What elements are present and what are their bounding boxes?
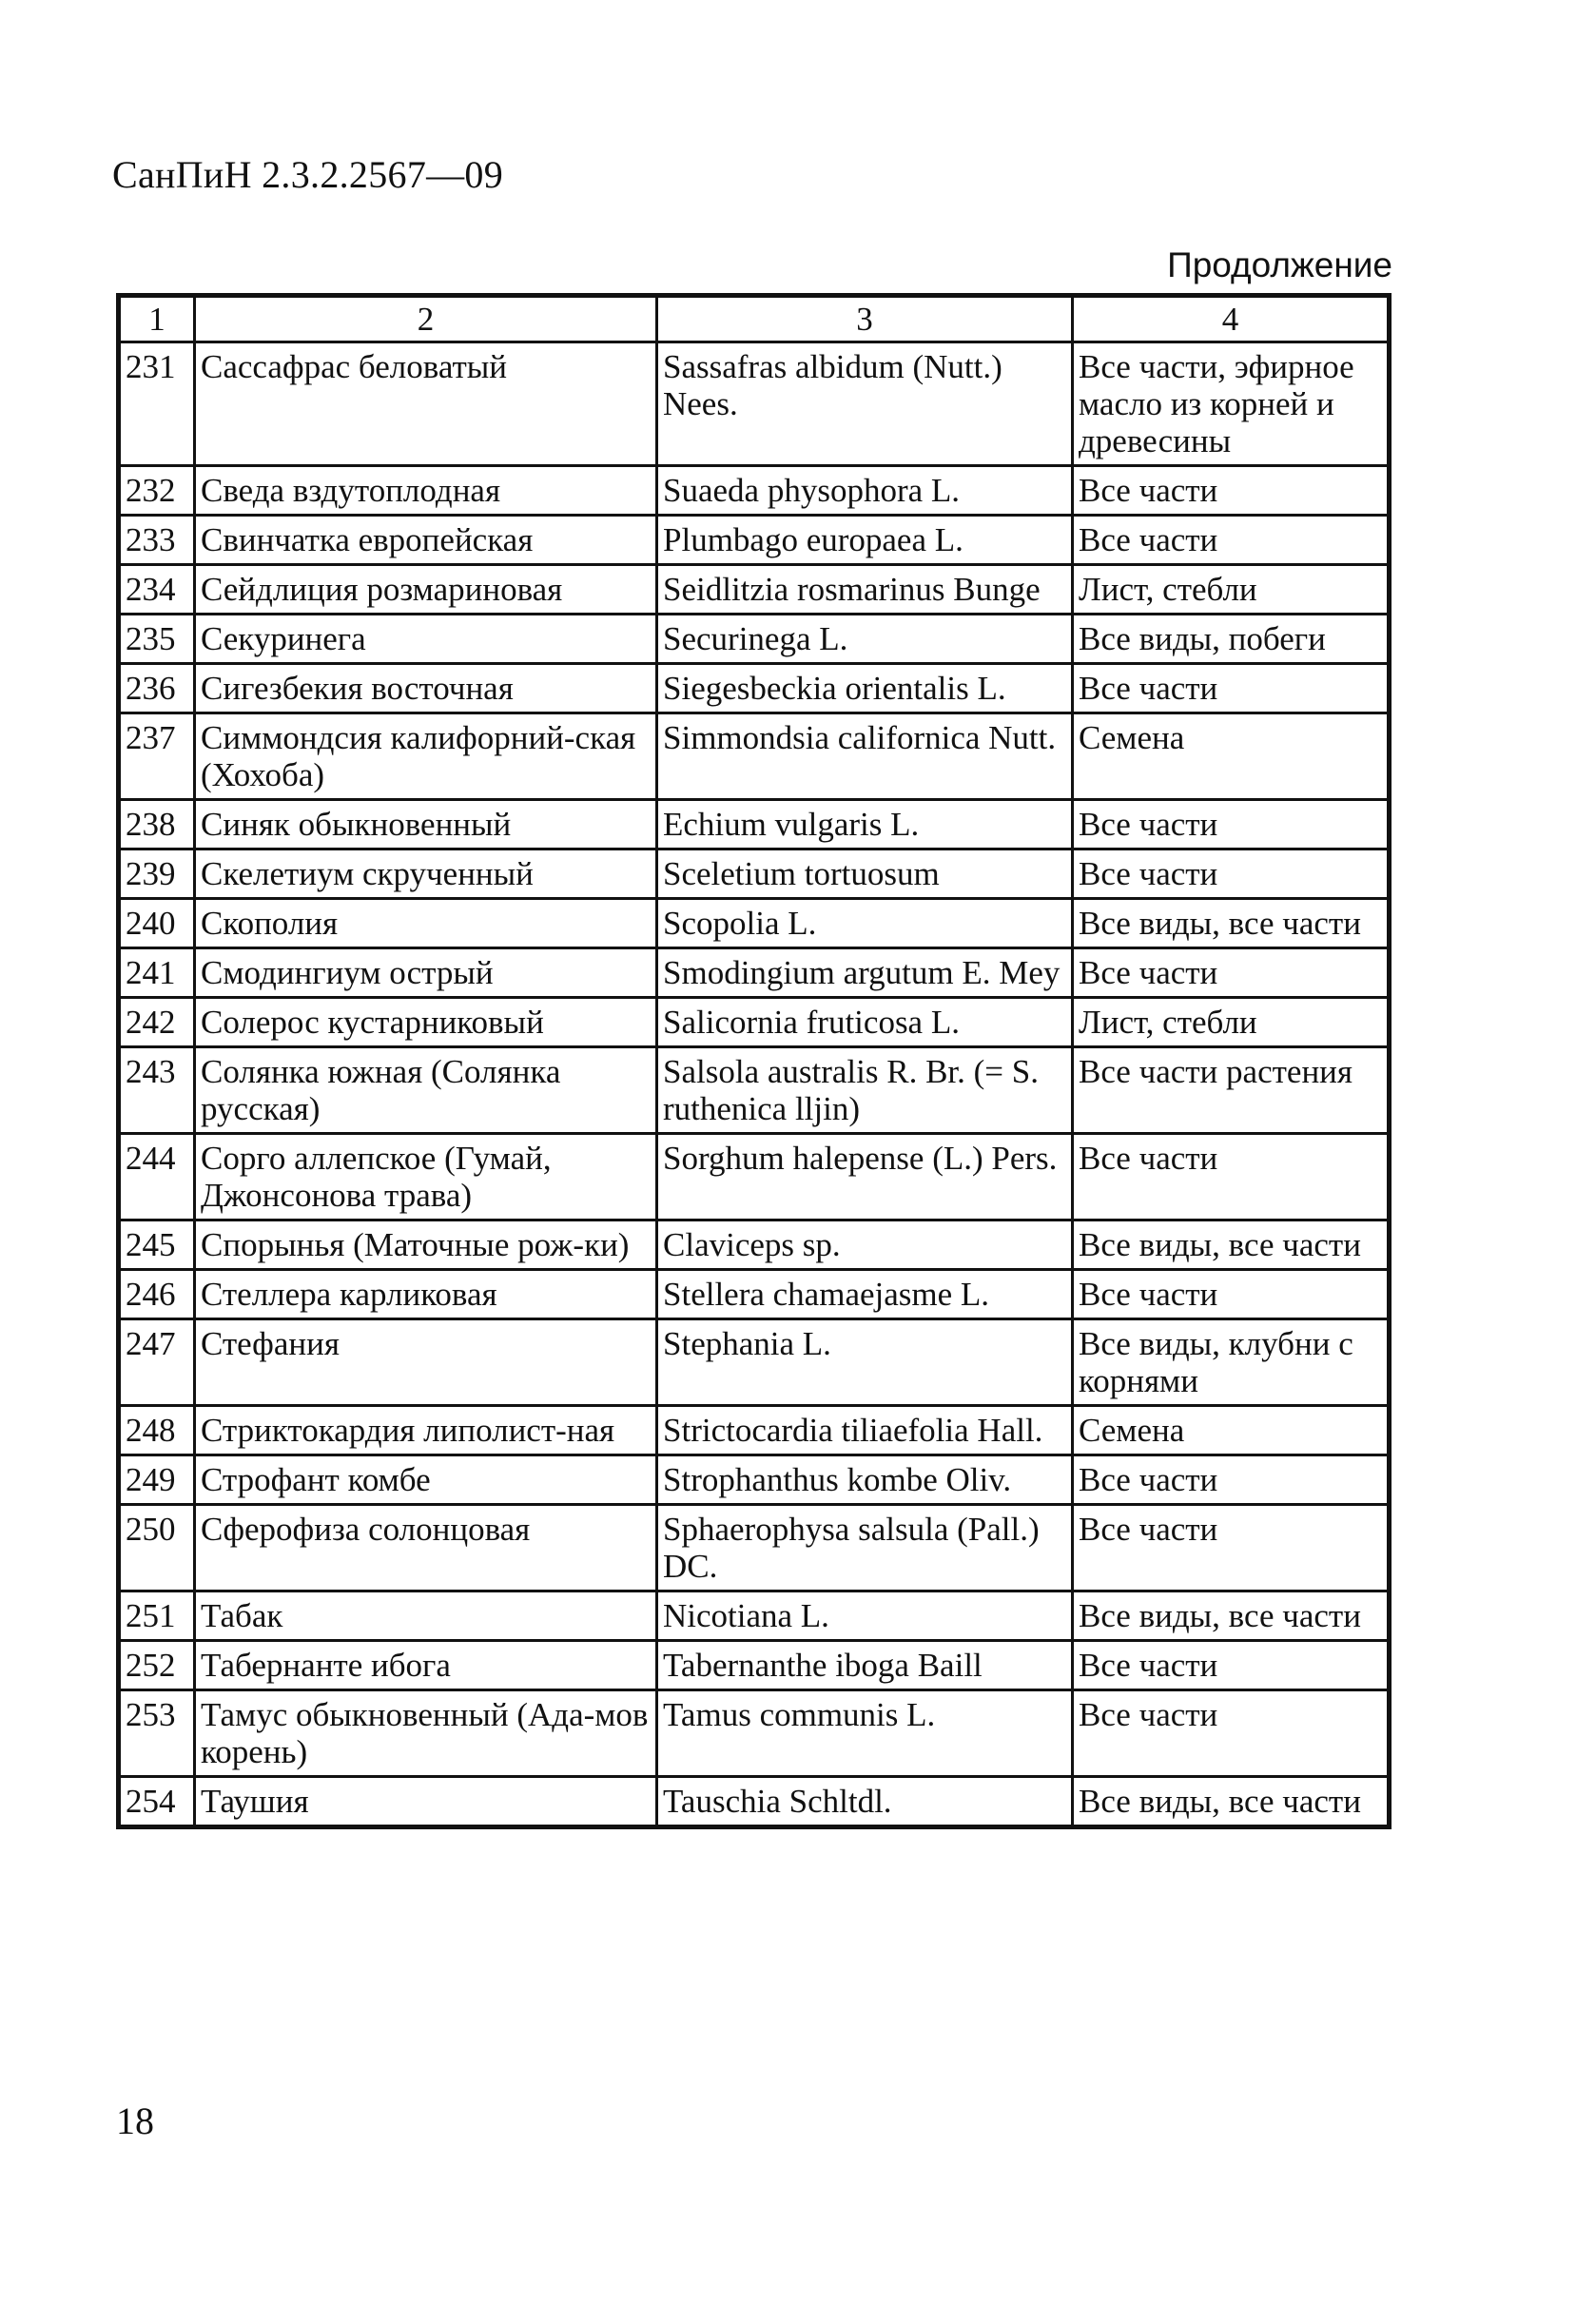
latin-name: Siegesbeckia orientalis L. xyxy=(657,664,1073,713)
russian-name: Солянка южная (Солянка русская) xyxy=(195,1047,657,1134)
latin-name: Claviceps sp. xyxy=(657,1220,1073,1270)
row-number: 245 xyxy=(119,1220,195,1270)
toxic-parts: Все части xyxy=(1073,1270,1390,1319)
russian-name: Скополия xyxy=(195,899,657,948)
table-body xyxy=(119,342,1390,1827)
table-row xyxy=(119,516,1390,565)
row-number: 237 xyxy=(119,713,195,800)
column-number-1: 1 xyxy=(119,296,195,342)
toxic-parts: Все части, эфирное масло из корней и древесины xyxy=(1073,342,1390,466)
row-number: 251 xyxy=(119,1591,195,1641)
toxic-parts: Все виды, все части xyxy=(1073,1777,1390,1827)
table-row xyxy=(119,1319,1390,1406)
row-number: 252 xyxy=(119,1641,195,1690)
table-row xyxy=(119,899,1390,948)
row-number: 240 xyxy=(119,899,195,948)
latin-name: Strophanthus kombe Oliv. xyxy=(657,1455,1073,1505)
toxic-parts: Все части xyxy=(1073,948,1390,998)
latin-name: Securinega L. xyxy=(657,615,1073,664)
row-number: 248 xyxy=(119,1406,195,1455)
table-row xyxy=(119,1047,1390,1134)
table-row xyxy=(119,948,1390,998)
toxic-parts: Семена xyxy=(1073,713,1390,800)
plants-table xyxy=(116,293,1392,1829)
toxic-parts: Семена xyxy=(1073,1406,1390,1455)
document-code: СанПиН 2.3.2.2567—09 xyxy=(112,153,504,196)
table-row xyxy=(119,1690,1390,1777)
russian-name: Симмондсия калифорний-ская (Хохоба) xyxy=(195,713,657,800)
row-number: 253 xyxy=(119,1690,195,1777)
toxic-parts: Все виды, побеги xyxy=(1073,615,1390,664)
latin-name: Sorghum halepense (L.) Pers. xyxy=(657,1134,1073,1220)
toxic-parts: Все части xyxy=(1073,1455,1390,1505)
russian-name: Таушия xyxy=(195,1777,657,1827)
table-row xyxy=(119,1220,1390,1270)
latin-name: Tabernanthe iboga Baill xyxy=(657,1641,1073,1690)
continuation-label: Продолжение xyxy=(1167,245,1392,284)
latin-name: Plumbago europaea L. xyxy=(657,516,1073,565)
latin-name: Echium vulgaris L. xyxy=(657,800,1073,849)
table-row xyxy=(119,1505,1390,1591)
toxic-parts: Все части xyxy=(1073,849,1390,899)
table-row xyxy=(119,565,1390,615)
row-number: 239 xyxy=(119,849,195,899)
russian-name: Стриктокардия липолист-ная xyxy=(195,1406,657,1455)
latin-name: Suaeda physophora L. xyxy=(657,466,1073,516)
toxic-parts: Все виды, все части xyxy=(1073,1591,1390,1641)
column-number-row xyxy=(119,296,1390,342)
row-number: 246 xyxy=(119,1270,195,1319)
russian-name: Сигезбекия восточная xyxy=(195,664,657,713)
latin-name: Stellera chamaejasme L. xyxy=(657,1270,1073,1319)
russian-name: Свинчатка европейская xyxy=(195,516,657,565)
row-number: 243 xyxy=(119,1047,195,1134)
row-number: 254 xyxy=(119,1777,195,1827)
russian-name: Стеллера карликовая xyxy=(195,1270,657,1319)
table-row xyxy=(119,1134,1390,1220)
table-row xyxy=(119,1270,1390,1319)
table-row xyxy=(119,1591,1390,1641)
latin-name: Tauschia Schltdl. xyxy=(657,1777,1073,1827)
russian-name: Сейдлиция розмариновая xyxy=(195,565,657,615)
table-row xyxy=(119,849,1390,899)
toxic-parts: Все виды, все части xyxy=(1073,1220,1390,1270)
row-number: 238 xyxy=(119,800,195,849)
russian-name: Смодингиум острый xyxy=(195,948,657,998)
russian-name: Секуринега xyxy=(195,615,657,664)
table-row xyxy=(119,713,1390,800)
russian-name: Сорго аллепское (Гумай, Джонсонова трава) xyxy=(195,1134,657,1220)
russian-name: Табернанте ибога xyxy=(195,1641,657,1690)
toxic-parts: Все части xyxy=(1073,1690,1390,1777)
row-number: 235 xyxy=(119,615,195,664)
table-row xyxy=(119,664,1390,713)
toxic-parts: Все части xyxy=(1073,1505,1390,1591)
table-row xyxy=(119,466,1390,516)
latin-name: Stephania L. xyxy=(657,1319,1073,1406)
row-number: 249 xyxy=(119,1455,195,1505)
table-row xyxy=(119,342,1390,466)
russian-name: Сведа вздутоплодная xyxy=(195,466,657,516)
latin-name: Sphaerophysa salsula (Pall.) DC. xyxy=(657,1505,1073,1591)
latin-name: Salicornia fruticosa L. xyxy=(657,998,1073,1047)
row-number: 242 xyxy=(119,998,195,1047)
row-number: 232 xyxy=(119,466,195,516)
row-number: 234 xyxy=(119,565,195,615)
table-row xyxy=(119,1455,1390,1505)
row-number: 247 xyxy=(119,1319,195,1406)
latin-name: Sceletium tortuosum xyxy=(657,849,1073,899)
table-row xyxy=(119,800,1390,849)
table-row xyxy=(119,615,1390,664)
toxic-parts: Лист, стебли xyxy=(1073,565,1390,615)
row-number: 231 xyxy=(119,342,195,466)
latin-name: Sassafras albidum (Nutt.) Nees. xyxy=(657,342,1073,466)
toxic-parts: Все виды, все части xyxy=(1073,899,1390,948)
toxic-parts: Все части xyxy=(1073,466,1390,516)
russian-name: Стефания xyxy=(195,1319,657,1406)
table-row xyxy=(119,1777,1390,1827)
russian-name: Строфант комбе xyxy=(195,1455,657,1505)
toxic-parts: Все виды, клубни с корнями xyxy=(1073,1319,1390,1406)
russian-name: Сферофиза солонцовая xyxy=(195,1505,657,1591)
table-row xyxy=(119,998,1390,1047)
page-number: 18 xyxy=(116,2099,154,2142)
latin-name: Tamus communis L. xyxy=(657,1690,1073,1777)
russian-name: Синяк обыкновенный xyxy=(195,800,657,849)
toxic-parts: Все части растения xyxy=(1073,1047,1390,1134)
latin-name: Scopolia L. xyxy=(657,899,1073,948)
toxic-parts: Все части xyxy=(1073,664,1390,713)
russian-name: Солерос кустарниковый xyxy=(195,998,657,1047)
toxic-parts: Все части xyxy=(1073,800,1390,849)
latin-name: Simmondsia californica Nutt. xyxy=(657,713,1073,800)
table-row xyxy=(119,1406,1390,1455)
toxic-parts: Лист, стебли xyxy=(1073,998,1390,1047)
russian-name: Сассафрас беловатый xyxy=(195,342,657,466)
row-number: 244 xyxy=(119,1134,195,1220)
russian-name: Тамус обыкновенный (Ада-мов корень) xyxy=(195,1690,657,1777)
row-number: 236 xyxy=(119,664,195,713)
row-number: 241 xyxy=(119,948,195,998)
latin-name: Nicotiana L. xyxy=(657,1591,1073,1641)
latin-name: Smodingium argutum E. Mey xyxy=(657,948,1073,998)
russian-name: Скелетиум скрученный xyxy=(195,849,657,899)
toxic-parts: Все части xyxy=(1073,516,1390,565)
latin-name: Seidlitzia rosmarinus Bunge xyxy=(657,565,1073,615)
row-number: 233 xyxy=(119,516,195,565)
russian-name: Табак xyxy=(195,1591,657,1641)
toxic-parts: Все части xyxy=(1073,1641,1390,1690)
column-number-3: 3 xyxy=(657,296,1073,342)
latin-name: Strictocardia tiliaefolia Hall. xyxy=(657,1406,1073,1455)
column-number-2: 2 xyxy=(195,296,657,342)
row-number: 250 xyxy=(119,1505,195,1591)
latin-name: Salsola australis R. Br. (= S. ruthenica lljin) xyxy=(657,1047,1073,1134)
russian-name: Спорынья (Маточные рож-ки) xyxy=(195,1220,657,1270)
table-row xyxy=(119,1641,1390,1690)
toxic-parts: Все части xyxy=(1073,1134,1390,1220)
column-number-4: 4 xyxy=(1073,296,1390,342)
